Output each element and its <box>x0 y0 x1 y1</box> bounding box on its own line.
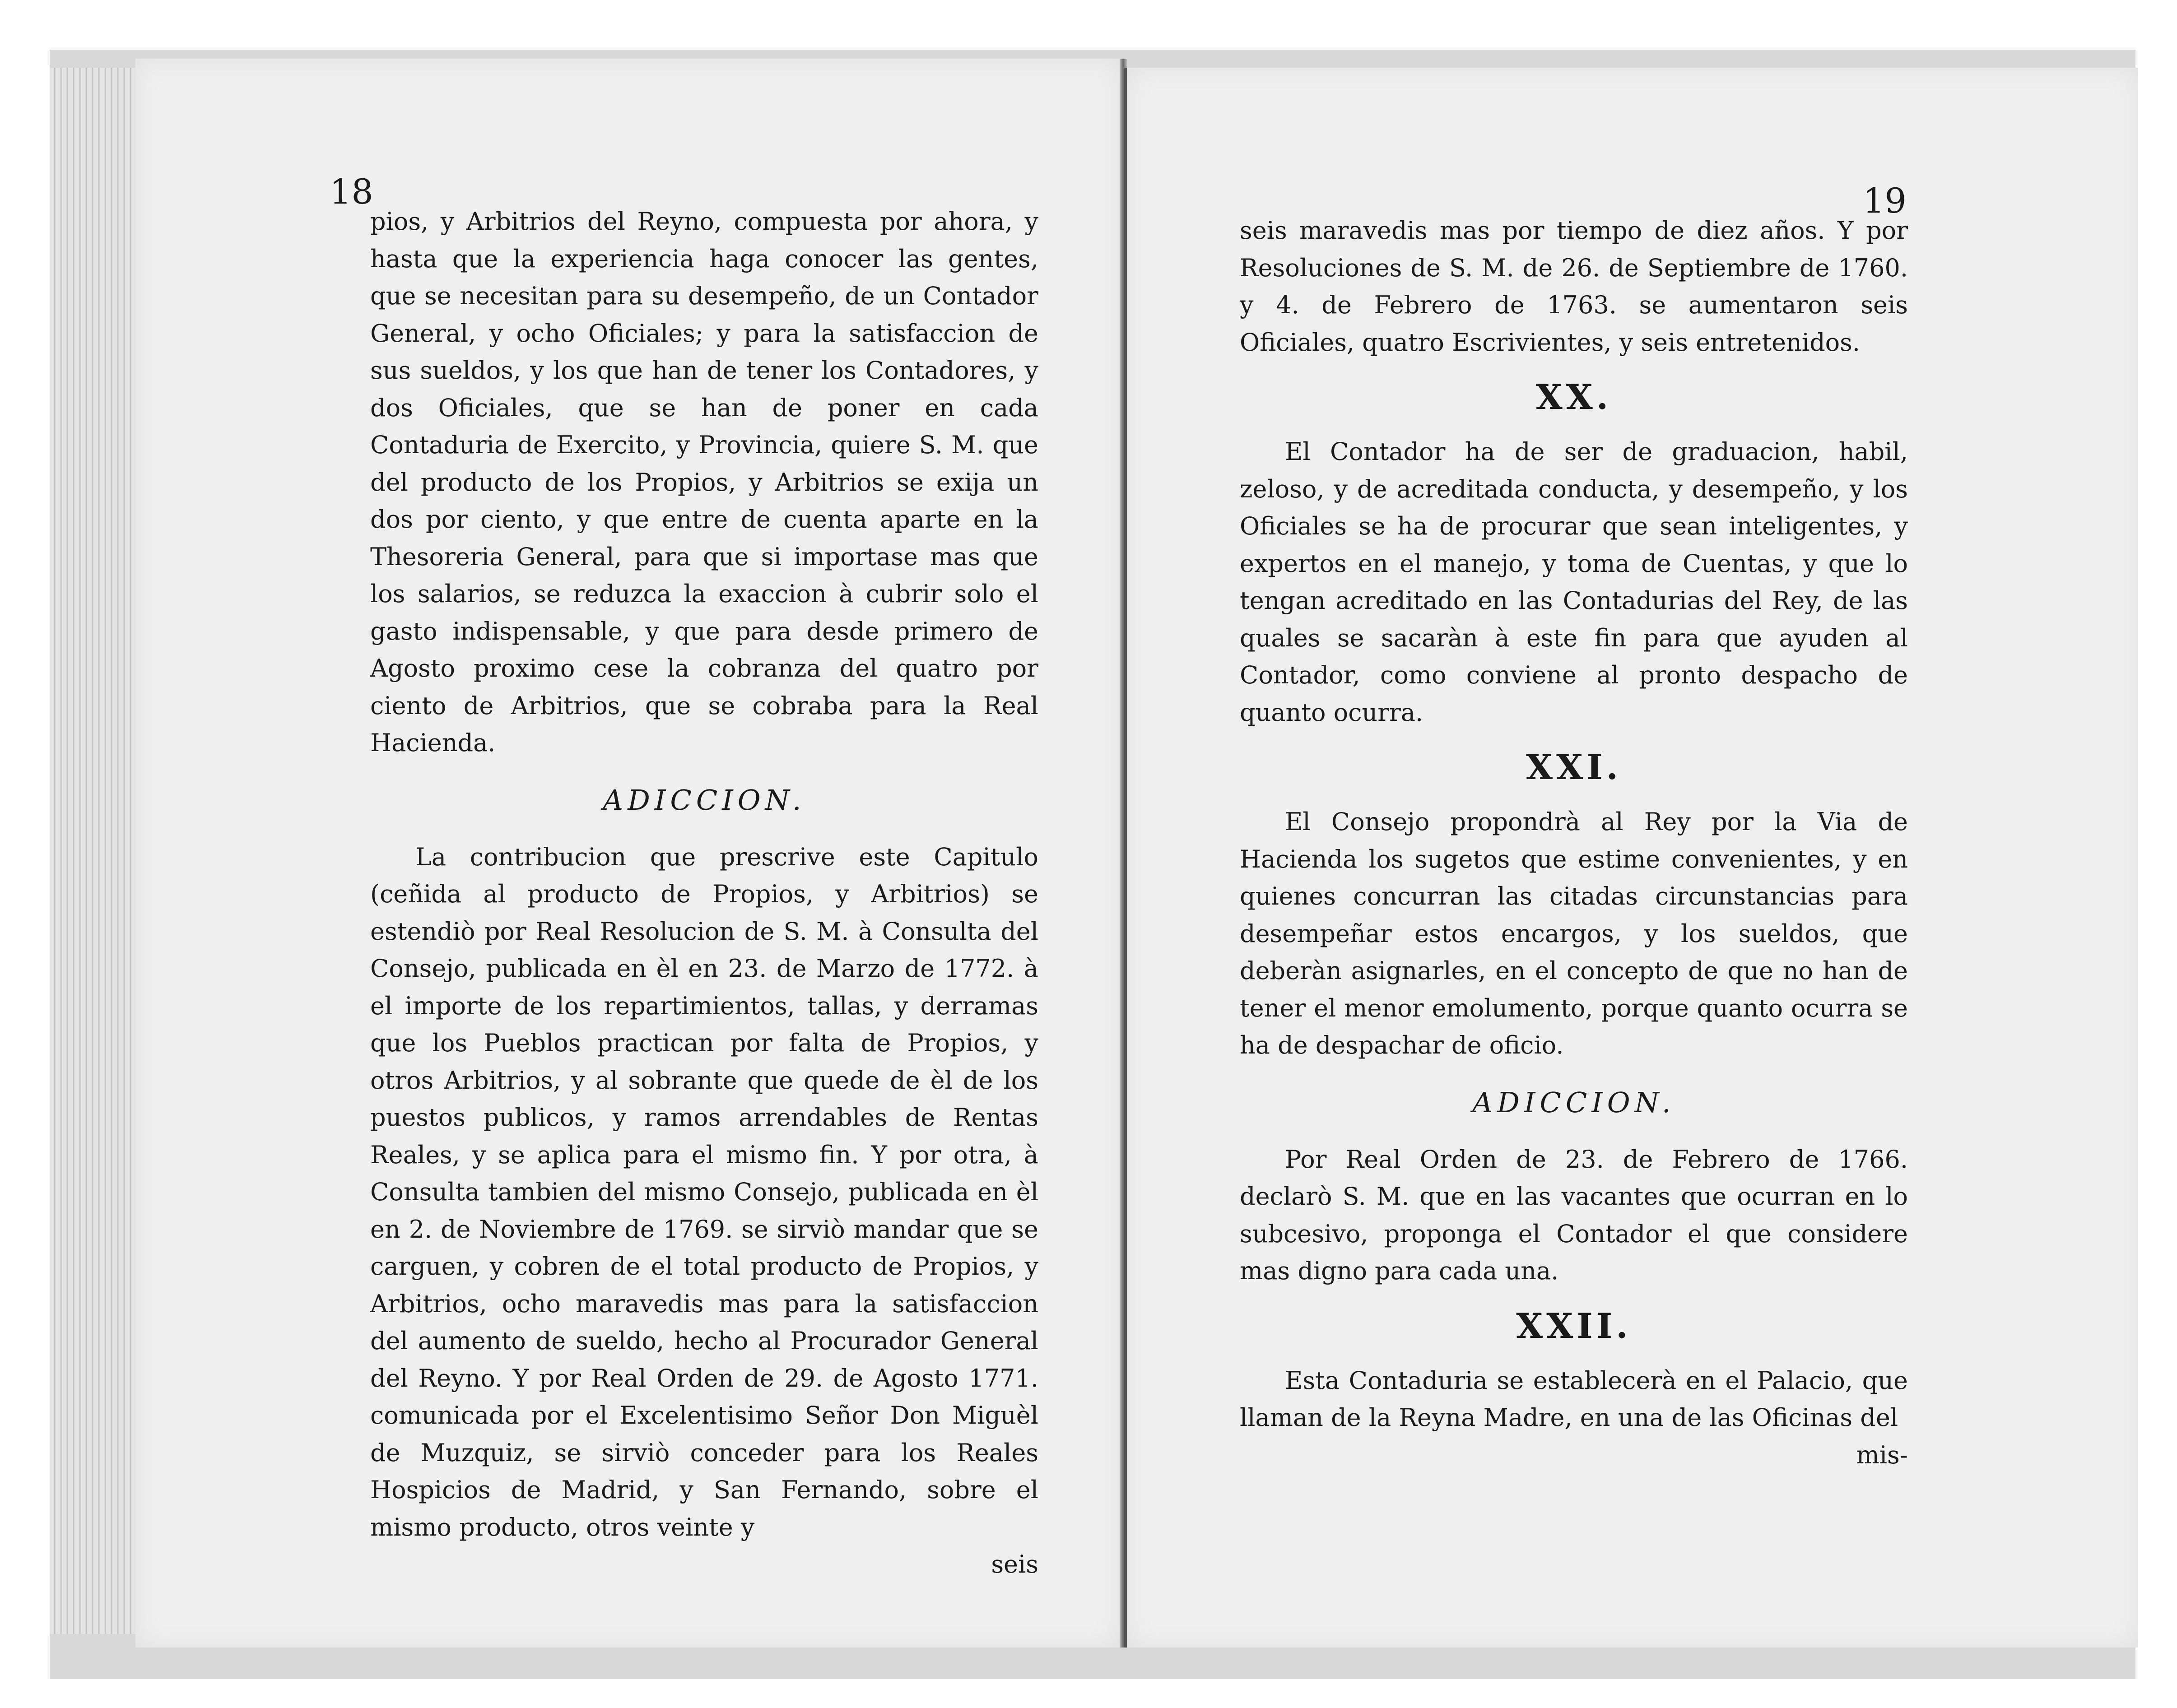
catchword-left: seis <box>991 1550 1038 1578</box>
adiccion-text-right: Por Real Orden de 23. de Febrero de 1766. declarò S. M. que en las vacantes que ocurran en lo subcesivo, proponga el Contador el que considere mas digno para cada una. <box>1240 1145 1908 1285</box>
left-page <box>135 59 1120 1648</box>
section-xxi-text: El Consejo propondrà al Rey por la Via de Hacienda los sugetos que estime convenientes, y en quienes concurran las citadas circunstancias para desempeñar estos encargos, y los sueldos, que deberàn asignarles, en el concepto de que no han de tener el menor emolumento, porque quanto ocurra se ha de despachar de oficio. <box>1240 808 1908 1059</box>
right-paragraph-top: seis maravedis mas por tiempo de diez años. Y por Resoluciones de S. M. de 26. de Septiembre de 1760. y 4. de Febrero de 1763. se aumentaron seis Oficiales, quatro Escrivientes, y seis entretenidos. <box>1240 216 1908 357</box>
left-text-column <box>370 203 1038 1583</box>
right-text-column <box>1240 212 1908 1474</box>
right-page <box>1124 68 2138 1648</box>
left-paragraph-1: pios, y Arbitrios del Reyno, compuesta por ahora, y hasta que la experiencia haga conocer las gentes, que se necesitan para su desempeño, de un Contador General, y ocho Oficiales; y para la satisfaccion de sus sueldos, y los que han de tener los Contadores, y dos Oficiales, que se han de poner en cada Contaduria de Exercito, y Provincia, quiere S. M. que del producto de los Propios, y Arbitrios se exija un dos por ciento, y que entre de cuenta aparte en la Thesoreria General, para que si importase mas que los salarios, se reduzca la exaccion à cubrir solo el gasto indispensable, y que para desde primero de Agosto proximo cese la cobranza del quatro por ciento de Arbitrios, que se cobraba para la Real Hacienda. <box>370 207 1038 757</box>
catchword-right: mis- <box>1856 1440 1908 1469</box>
adiccion-heading-left: ADICCION. <box>603 783 806 817</box>
page-number-left: 18 <box>330 172 373 212</box>
adiccion-heading-right: ADICCION. <box>1472 1086 1675 1119</box>
section-xx-heading: XX. <box>1535 377 1612 417</box>
left-paragraph-2: La contribucion que prescrive este Capitulo (ceñida al producto de Propios, y Arbitrios) se estendiò por Real Resolucion de S. M. à Consulta del Consejo, publicada en èl en 23. de Marzo de 1772. à el importe de los repartimientos, tallas, y derramas que los Pueblos practican por falta de Propios, y otros Arbitrios, y al sobrante que quede de èl de los puestos publicos, y ramos arrendables de Rentas Reales, y se aplica para el mismo fin. Y por otra, à Consulta tambien del mismo Consejo, publicada en èl en 2. de Noviembre de 1769. se sirviò mandar que se carguen, y cobren de el total producto de Propios, y Arbitrios, ocho maravedis mas para la satisfaccion del aumento de sueldo, hecho al Procurador General del Reyno. Y por Real Orden de 29. de Agosto 1771. comunicada por el Excelentisimo Señor Don Miguèl de Muzquiz, se sirviò conceder para los Reales Hospicios de Madrid, y San Fernando, sobre el mismo producto, otros veinte y <box>370 842 1038 1541</box>
section-xxii-text: Esta Contaduria se establecerà en el Palacio, que llaman de la Reyna Madre, en una de las Oficinas del <box>1240 1366 1908 1432</box>
section-xxi-heading: XXI. <box>1526 747 1622 787</box>
section-xxii-heading: XXII. <box>1516 1305 1632 1346</box>
page-number-right: 19 <box>1863 181 1907 221</box>
page-edges <box>50 68 136 1634</box>
open-book <box>50 50 2135 1679</box>
section-xx-text: El Contador ha de ser de graduacion, habil, zeloso, y de acreditada conducta, y desempeño, y los Oficiales se ha de procurar que sean inteligentes, y expertos en el manejo, y toma de Cuentas, y que lo tengan acreditado en las Contadurias del Rey, de las quales se sacaràn à este fin para que ayuden al Contador, como conviene al pronto despacho de quanto ocurra. <box>1240 437 1908 727</box>
